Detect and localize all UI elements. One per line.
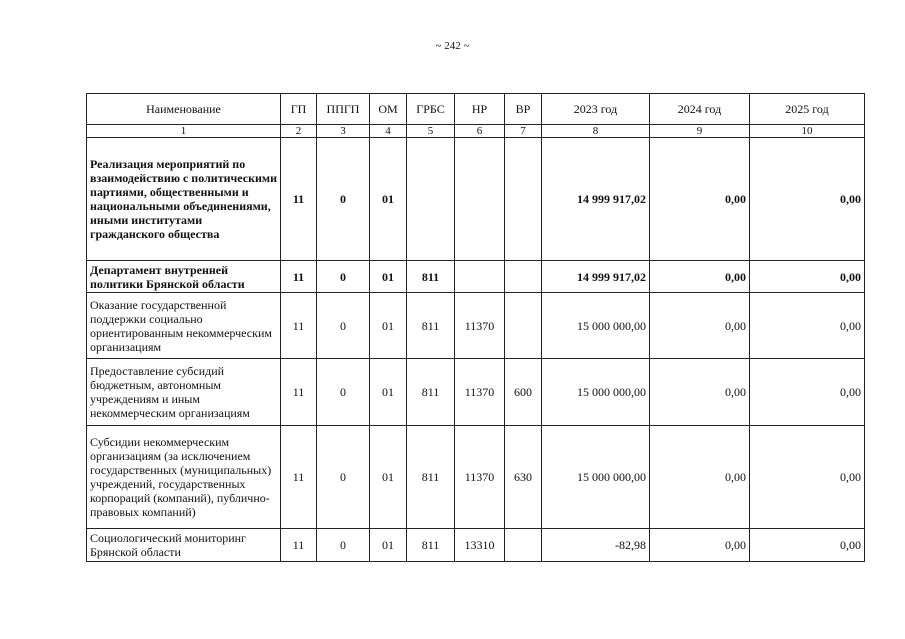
row-ppgp: 0 [317,261,370,293]
header-gp: ГП [281,94,317,125]
row-2023: 15 000 000,00 [542,359,650,426]
row-gp: 11 [281,359,317,426]
header-om: ОМ [370,94,407,125]
row-name: Субсидии некоммерческим организациям (за исключением государственных (муниципальных) учреждений, государственных корпораций (компаний), публично-правовых компаний) [87,426,281,529]
column-number: 10 [750,125,865,138]
row-2024: 0,00 [650,138,750,261]
row-om: 01 [370,138,407,261]
row-om: 01 [370,359,407,426]
row-vr [505,138,542,261]
column-number: 3 [317,125,370,138]
row-grbs: 811 [407,293,455,359]
row-grbs [407,138,455,261]
row-om: 01 [370,293,407,359]
row-2023: 15 000 000,00 [542,293,650,359]
row-name: Предоставление субсидий бюджетным, автономным учреждениям и иным некоммерческим организациям [87,359,281,426]
table-row [87,529,865,562]
column-number: 8 [542,125,650,138]
row-om: 01 [370,426,407,529]
header-2025: 2025 год [750,94,865,125]
row-gp: 11 [281,426,317,529]
row-2025: 0,00 [750,138,865,261]
row-nr [455,261,505,293]
row-2023: -82,98 [542,529,650,562]
row-2025: 0,00 [750,426,865,529]
row-2025: 0,00 [750,359,865,426]
header-row [87,94,865,125]
row-ppgp: 0 [317,293,370,359]
row-nr: 11370 [455,293,505,359]
row-ppgp: 0 [317,529,370,562]
table-row [87,138,865,261]
row-ppgp: 0 [317,359,370,426]
column-number: 6 [455,125,505,138]
row-vr: 630 [505,426,542,529]
row-ppgp: 0 [317,138,370,261]
column-number-row [87,125,865,138]
row-2024: 0,00 [650,359,750,426]
row-om: 01 [370,529,407,562]
table-row [87,261,865,293]
column-number: 2 [281,125,317,138]
budget-table [86,93,865,562]
row-2025: 0,00 [750,261,865,293]
header-vr: ВР [505,94,542,125]
column-number: 7 [505,125,542,138]
row-grbs: 811 [407,261,455,293]
row-2024: 0,00 [650,426,750,529]
row-2024: 0,00 [650,261,750,293]
table-row [87,426,865,529]
row-nr: 11370 [455,426,505,529]
row-2025: 0,00 [750,529,865,562]
row-vr [505,293,542,359]
row-om: 01 [370,261,407,293]
row-name: Оказание государственной поддержки социально ориентированным некоммерческим организациям [87,293,281,359]
header-2023: 2023 год [542,94,650,125]
row-2024: 0,00 [650,529,750,562]
row-2023: 14 999 917,02 [542,261,650,293]
row-gp: 11 [281,293,317,359]
column-number: 4 [370,125,407,138]
header-grbs: ГРБС [407,94,455,125]
row-2024: 0,00 [650,293,750,359]
row-2023: 15 000 000,00 [542,426,650,529]
header-name: Наименование [87,94,281,125]
row-name: Социологический мониторинг Брянской области [87,529,281,562]
table-row [87,359,865,426]
row-ppgp: 0 [317,426,370,529]
header-ppgp: ППГП [317,94,370,125]
column-number: 1 [87,125,281,138]
page-number: ~ 242 ~ [435,40,470,52]
table-row [87,293,865,359]
row-2023: 14 999 917,02 [542,138,650,261]
header-nr: НР [455,94,505,125]
header-2024: 2024 год [650,94,750,125]
row-nr [455,138,505,261]
row-gp: 11 [281,138,317,261]
row-gp: 11 [281,529,317,562]
column-number: 9 [650,125,750,138]
row-vr: 600 [505,359,542,426]
row-nr: 13310 [455,529,505,562]
column-number: 5 [407,125,455,138]
row-grbs: 811 [407,359,455,426]
row-gp: 11 [281,261,317,293]
row-nr: 11370 [455,359,505,426]
row-2025: 0,00 [750,293,865,359]
row-grbs: 811 [407,529,455,562]
row-vr [505,529,542,562]
row-grbs: 811 [407,426,455,529]
row-vr [505,261,542,293]
row-name: Департамент внутренней политики Брянской области [87,261,281,293]
row-name: Реализация мероприятий по взаимодействию с политическими партиями, общественными и национальными объединениями, иными институтами гражданского общества [87,138,281,261]
